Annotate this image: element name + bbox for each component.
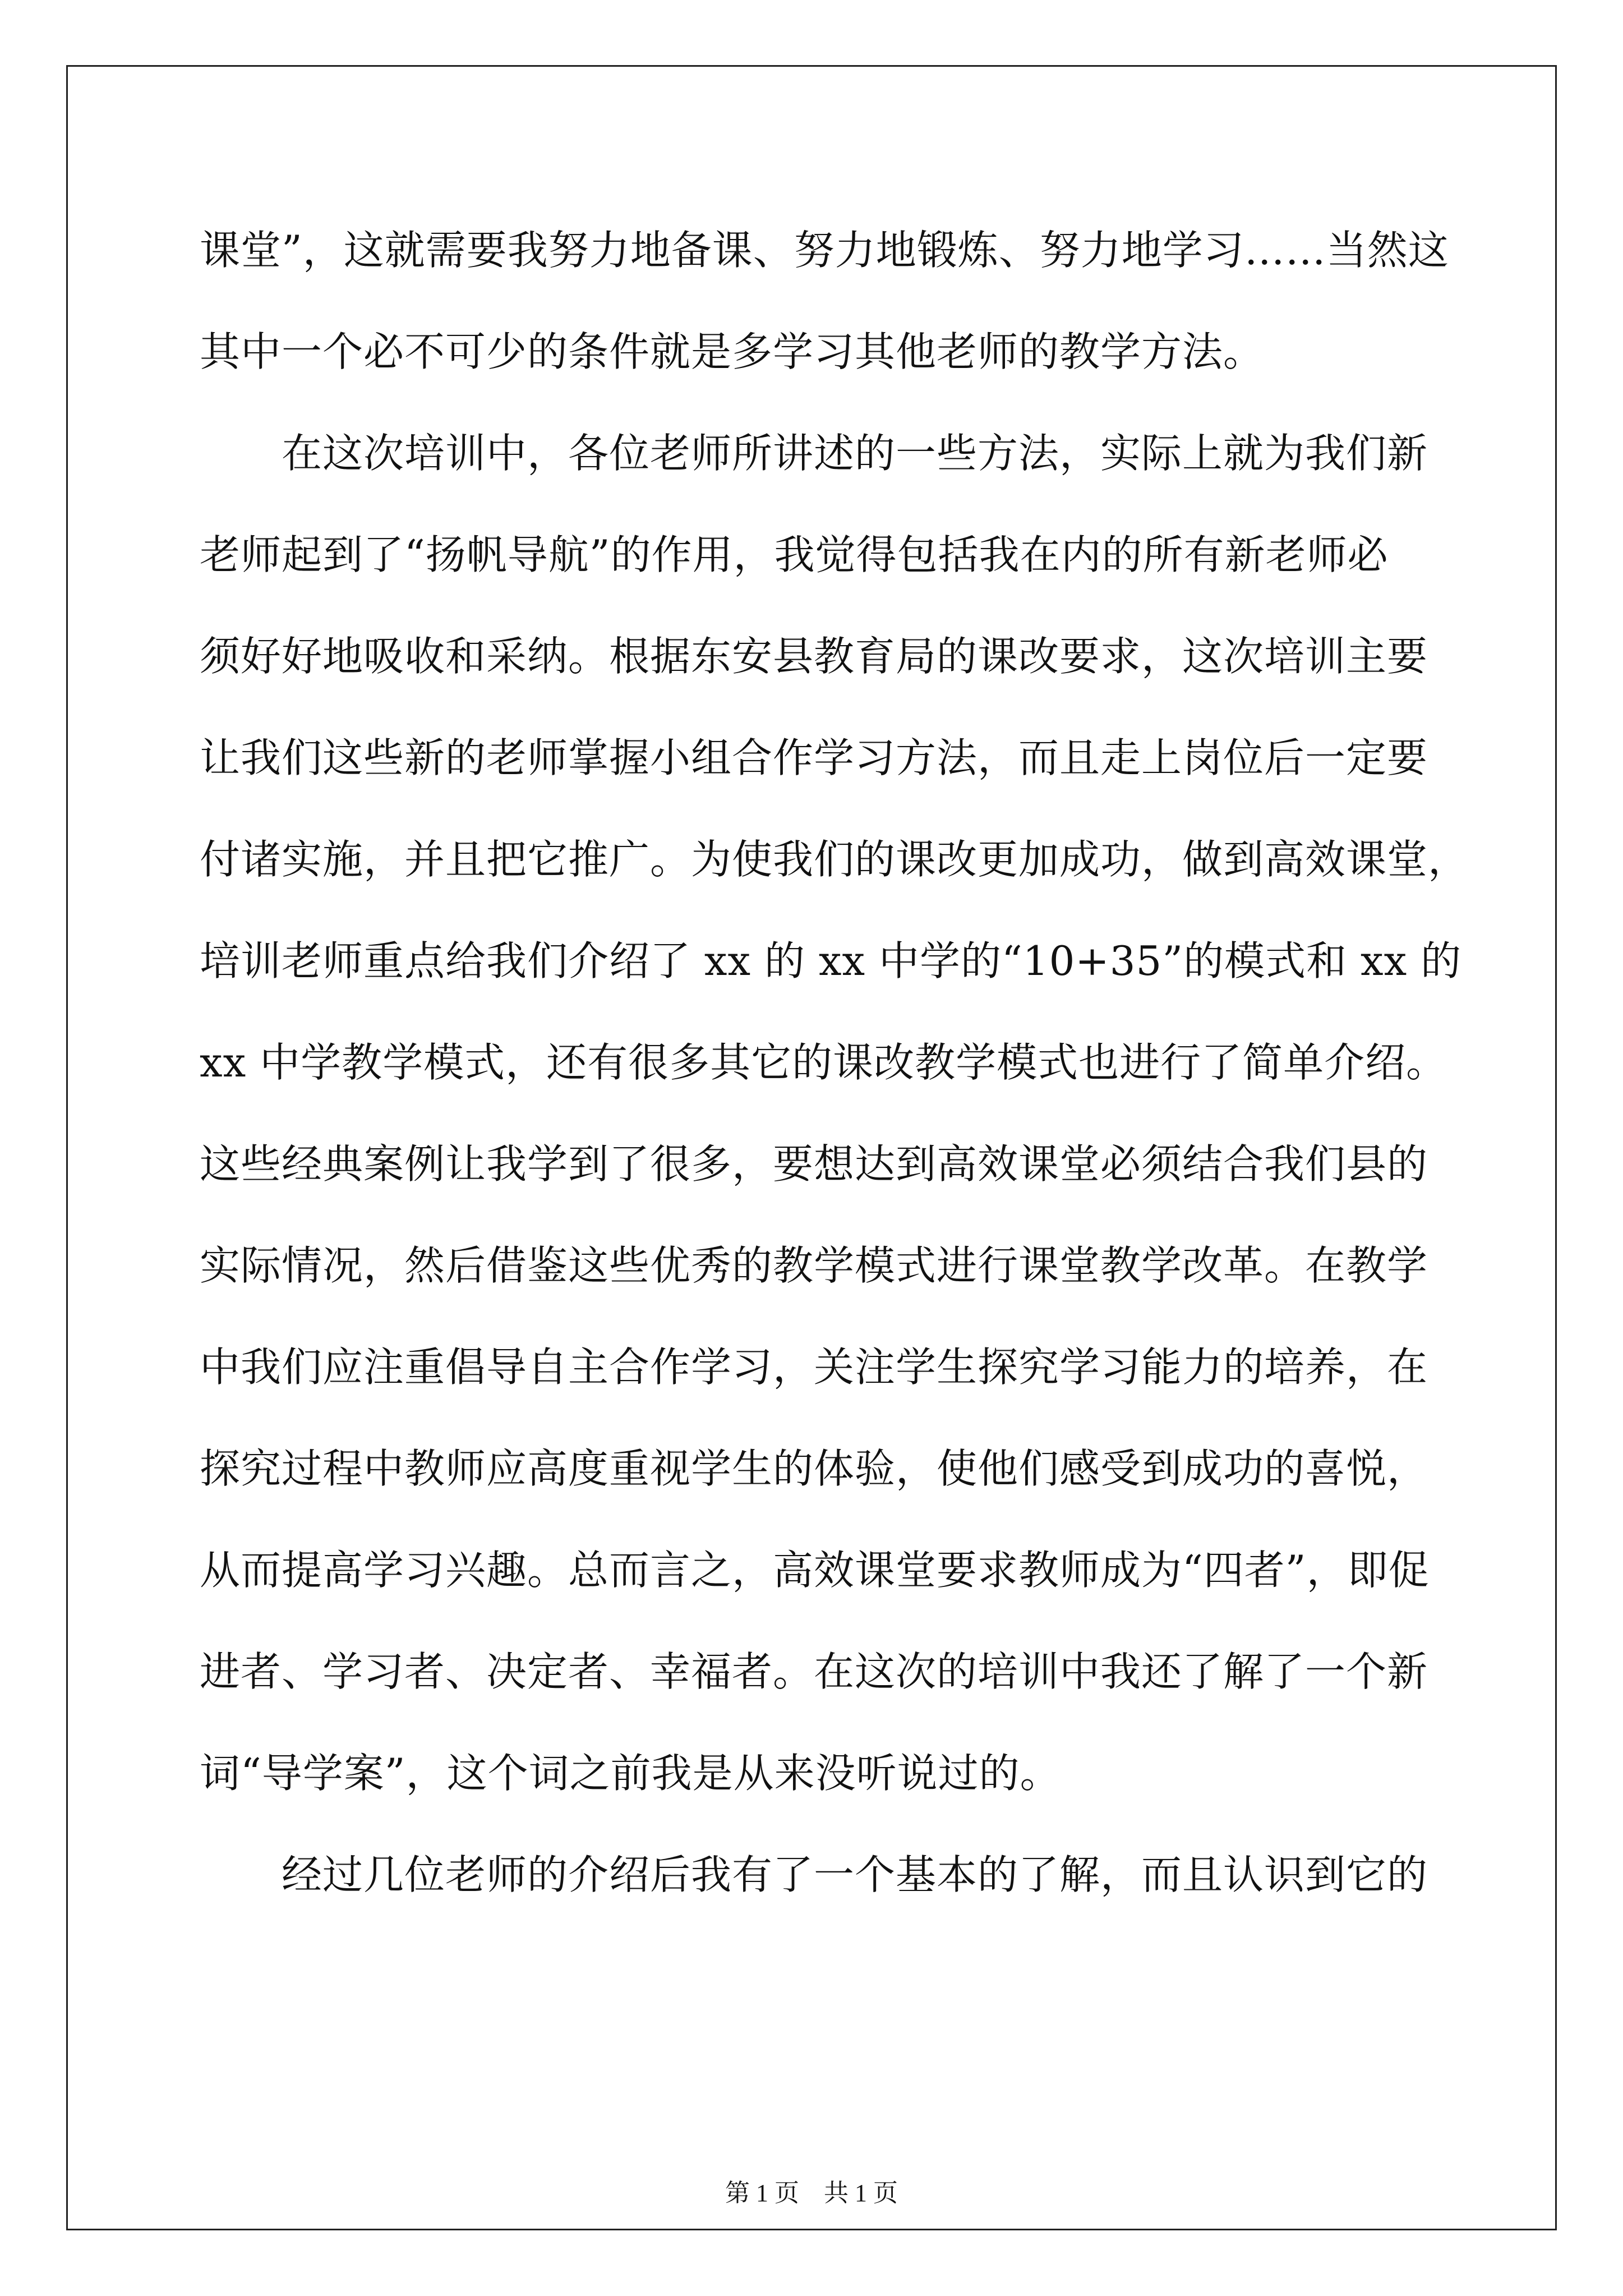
- text-line: 进者、学习者、决定者、幸福者。在这次的培训中我还了解了一个新: [200, 1648, 1428, 1695]
- paragraph-start-line: 经过几位老师的介绍后我有了一个基本的了解，而且认识到它的: [282, 1851, 1428, 1898]
- paragraph-start-line: 在这次培训中，各位老师所讲述的一些方法，实际上就为我们新: [282, 430, 1428, 477]
- text-line: xx 中学教学模式，还有很多其它的课改教学模式也进行了简单介绍。: [200, 1039, 1447, 1086]
- page-footer: 第 1 页 共 1 页: [725, 2179, 898, 2207]
- text-line: 从而提高学习兴趣。总而言之，高效课堂要求教师成为“四者”，即促: [200, 1547, 1430, 1594]
- text-line: 这些经典案例让我学到了很多，要想达到高效课堂必须结合我们县的: [200, 1140, 1428, 1188]
- text-line: 让我们这些新的老师掌握小组合作学习方法，而且走上岗位后一定要: [200, 734, 1428, 781]
- text-line: 实际情况，然后借鉴这些优秀的教学模式进行课堂教学改革。在教学: [200, 1242, 1428, 1289]
- document-body: [200, 200, 1469, 1926]
- text-line: 课堂”，这就需要我努力地备课、努力地锻炼、努力地学习……当然这: [200, 227, 1449, 274]
- text-line: 词“导学案”，这个词之前我是从来没听说过的。: [200, 1750, 1061, 1797]
- text-line: 探究过程中教师应高度重视学生的体验，使他们感受到成功的喜悦，: [200, 1445, 1428, 1492]
- text-line: 老师起到了“扬帆导航”的作用，我觉得包括我在内的所有新老师必: [200, 531, 1389, 578]
- text-line: 培训老师重点给我们介绍了 xx 的 xx 中学的“10+35”的模式和 xx 的: [200, 937, 1462, 984]
- text-line: 须好好地吸收和采纳。根据东安县教育局的课改要求，这次培训主要: [200, 633, 1428, 680]
- text-line: 其中一个必不可少的条件就是多学习其他老师的教学方法。: [200, 328, 1265, 375]
- text-line: 中我们应注重倡导自主合作学习，关注学生探究学习能力的培养，在: [200, 1343, 1428, 1391]
- text-line: 付诸实施，并且把它推广。为使我们的课改更加成功，做到高效课堂，: [200, 836, 1469, 883]
